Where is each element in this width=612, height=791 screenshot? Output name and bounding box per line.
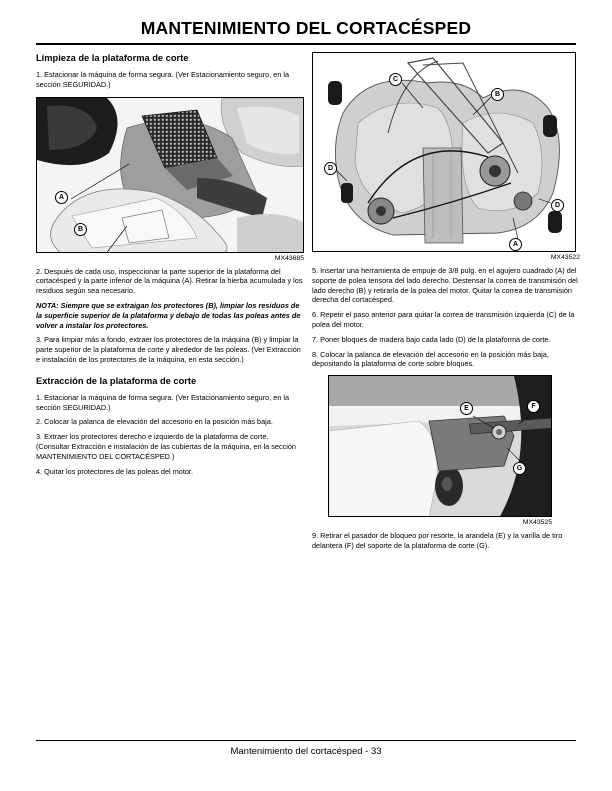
figure-code: MX43522 xyxy=(550,254,580,261)
callout-c: C xyxy=(389,73,402,86)
removal-step-7: 7. Poner bloques de madera bajo cada lado (D) de la plataforma de corte. xyxy=(312,334,551,344)
cleaning-note: NOTA: Siempre que se extraigan los protectores (B), limpiar los residuos de la superficie superior de la plataforma y debajo de todas las poleas antes de volver a instalar los protectores. xyxy=(36,300,301,330)
callout-g: G xyxy=(513,462,526,475)
callout-d: D xyxy=(551,199,564,212)
callout-a: A xyxy=(55,191,68,204)
figure-mower-deck-belts xyxy=(312,52,576,252)
removal-step-1: 1. Estacionar la máquina de forma segura. (Ver Estacionamiento seguro, en la sección SEGURIDAD.) xyxy=(36,392,290,412)
right-column xyxy=(312,52,580,556)
figure-draft-rod xyxy=(328,375,552,517)
cleaning-step-2: 2. Después de cada uso, inspeccionar la parte superior de la plataforma del cortacésped y la parte inferior de la máquina (A). Retirar la hierba acumulada y los residuos según sea necesario. xyxy=(36,266,303,296)
callout-d: D xyxy=(324,162,337,175)
footer-divider xyxy=(36,740,576,741)
title-divider xyxy=(36,43,576,45)
removal-step-2: 2. Colocar la palanca de elevación del accesorio en la posición más baja. xyxy=(36,417,273,427)
removal-step-5: 5. Insertar una herramienta de empuje de 3/8 pulg. en el agujero cuadrado (A) del soporte de polea tensora del lado derecho. Destensar la correa de transmisión del lado derecho (B) y retirarla de la polea del motor. Quitar la correa de transmisión derecha del cortacésped. xyxy=(312,266,578,305)
callout-a: A xyxy=(509,238,522,251)
mower-deck-belts-illustration xyxy=(313,53,576,252)
removal-step-4: 4. Quitar los protectores de las poleas del motor. xyxy=(36,466,193,476)
removal-step-8: 8. Colocar la palanca de elevación del accesorio en la posición más baja, depositando la plataforma de corte sobre bloques. xyxy=(312,349,549,369)
section-heading-removal: Extracción de la plataforma de corte xyxy=(36,375,197,386)
removal-step-6: 6. Repetir el paso anterior para quitar la correa de transmisión izquierda (C) de la polea del motor. xyxy=(312,310,575,329)
callout-e: E xyxy=(460,402,473,415)
callout-b: B xyxy=(74,223,87,236)
cleaning-step-3: 3. Para limpiar más a fondo, extraer los protectores de la máquina (B) y limpiar la parte superior de la plataforma de corte y alrededor de las poleas. (Ver Extracción e instalación de los protectores de la máquina, en esta sección.) xyxy=(36,335,301,364)
callout-f: F xyxy=(527,400,540,413)
figure-code: MX43525 xyxy=(522,519,552,527)
figure-code: MX43685 xyxy=(274,254,304,262)
page-footer: Mantenimiento del cortacésped - 33 xyxy=(230,746,382,757)
page-title: MANTENIMIENTO DEL CORTACÉSPED xyxy=(140,18,472,38)
section-heading-cleaning: Limpieza de la plataforma de corte xyxy=(36,53,189,63)
removal-step-9: 9. Retirar el pasador de bloqueo por resorte, la arandela (E) y la varilla de tiro delantera (F) del soporte de la plataforma de corte (G). xyxy=(312,531,563,550)
left-column xyxy=(36,52,304,481)
callout-b: B xyxy=(491,88,504,101)
draft-rod-illustration xyxy=(329,376,552,517)
removal-step-3: 3. Extraer los protectores derecho e izquierdo de la plataforma de corte. (Consultar Extracción e instalación de las cubiertas de la máquina, en la sección MANTENIMIENTO DEL CORTACÉSPED.) xyxy=(36,432,296,461)
figure-mower-deck-top xyxy=(36,97,304,253)
cleaning-step-1: 1. Estacionar la máquina de forma segura. (Ver Estacionamiento seguro, en la sección SEGURIDAD.) xyxy=(36,70,290,89)
